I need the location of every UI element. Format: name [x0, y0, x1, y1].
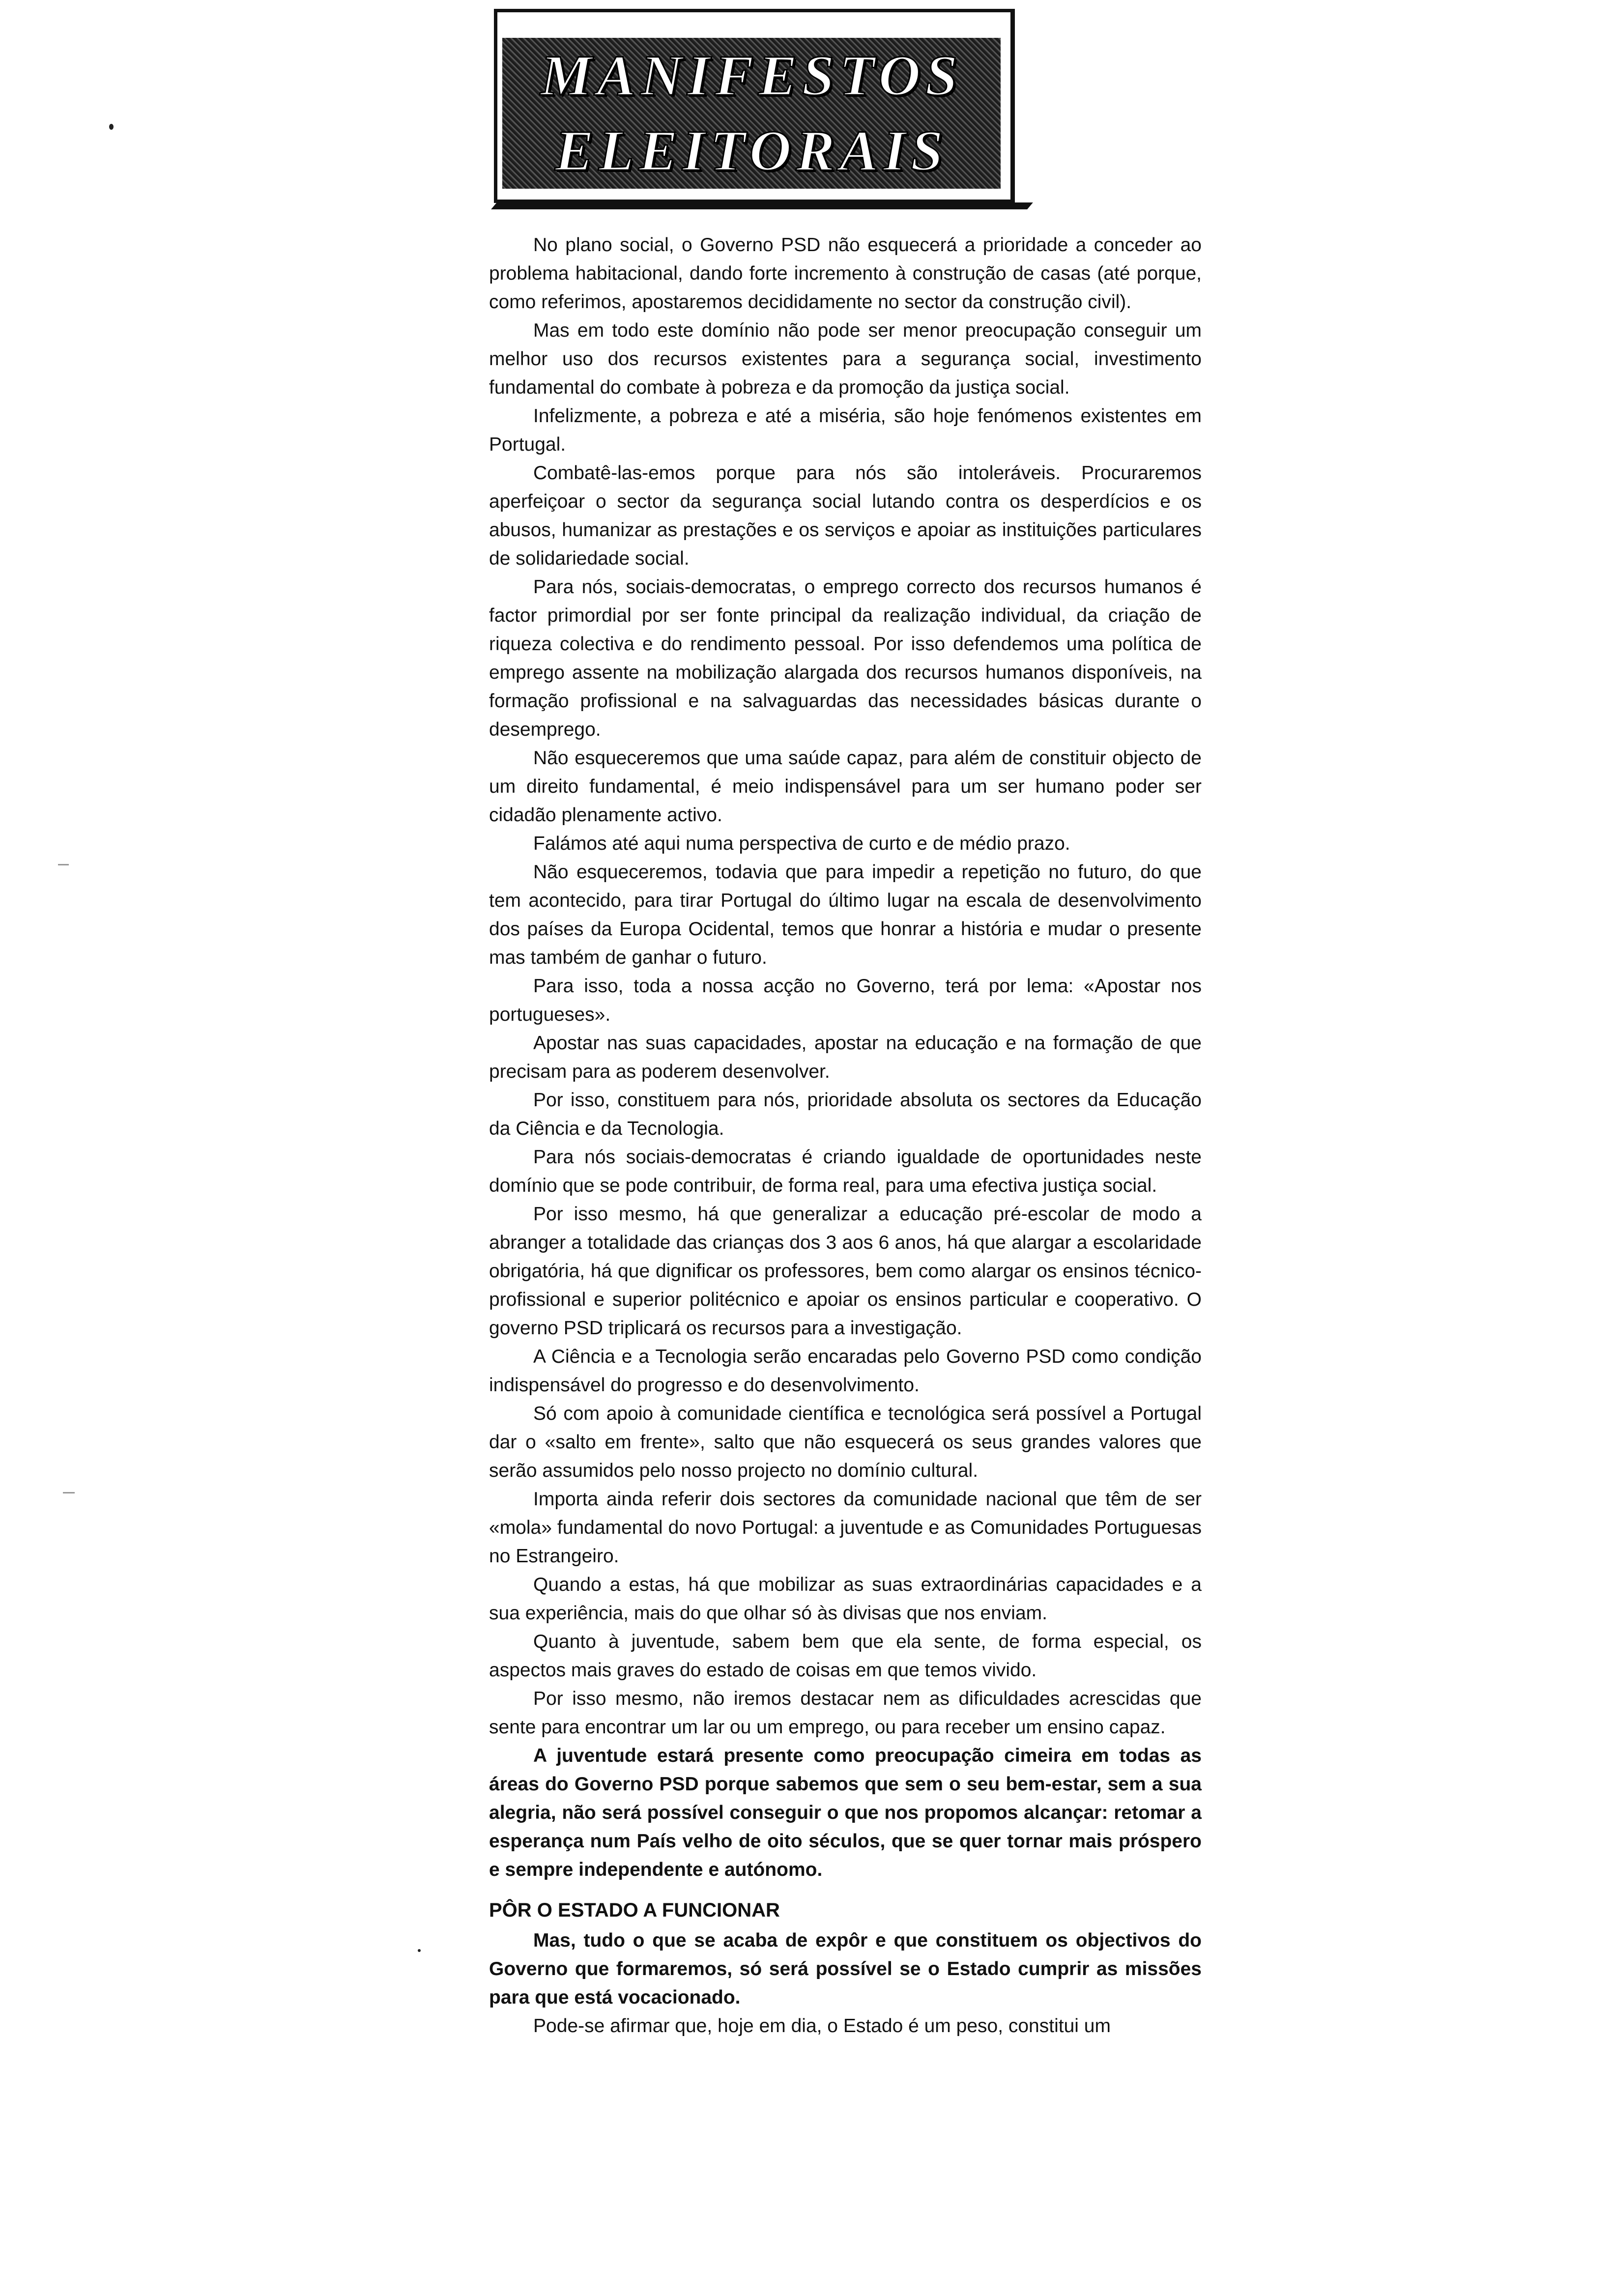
- header-logo: [502, 38, 1001, 189]
- paragraph: No plano social, o Governo PSD não esquecerá a prioridade a conceder ao problema habitacional, dando forte incremento à construção de casas (até porque, como referimos, apostaremos decididamente no sector da construção civil).: [489, 234, 1202, 313]
- paragraph: Para isso, toda a nossa acção no Governo, terá por lema: «Apostar nos portugueses».: [489, 976, 1202, 1025]
- section-heading: PÔR O ESTADO A FUNCIONAR: [489, 1899, 780, 1921]
- paragraph: Por isso mesmo, não iremos destacar nem as dificuldades acrescidas que sente para encontrar um lar ou um emprego, ou para receber um ensino capaz.: [489, 1688, 1202, 1738]
- paragraph: Para nós, sociais-democratas, o emprego correcto dos recursos humanos é factor primordial por ser fonte principal da realização individual, da criação de riqueza colectiva e do rendimento pessoal. Por isso defendemos uma política de emprego assente na mobilização alargada dos recursos humanos disponíveis, na formação profissional e na salvaguardas das necessidades básicas durante o desemprego.: [489, 576, 1202, 740]
- paragraph: A Ciência e a Tecnologia serão encaradas pelo Governo PSD como condição indispensável do progresso e do desenvolvimento.: [489, 1346, 1202, 1396]
- paragraph: Combatê-las-emos porque para nós são intoleráveis. Procuraremos aperfeiçoar o sector da segurança social lutando contra os desperdícios e os abusos, humanizar as prestações e os serviços e apoiar as instituições particulares de solidariedade social.: [489, 462, 1202, 569]
- article-body: [489, 231, 1202, 2040]
- paragraph: Não esqueceremos, todavia que para impedir a repetição no futuro, do que tem acontecido, para tirar Portugal do último lugar na escala de desenvolvimento dos países da Europa Ocidental, temos que honrar a história e mudar o presente mas também de ganhar o futuro.: [489, 861, 1202, 968]
- paragraph: Mas em todo este domínio não pode ser menor preocupação conseguir um melhor uso dos recursos existentes para a segurança social, investimento fundamental do combate à pobreza e da promoção da justiça social.: [489, 320, 1202, 398]
- paragraph: Quanto à juventude, sabem bem que ela sente, de forma especial, os aspectos mais graves do estado de coisas em que temos vivido.: [489, 1631, 1202, 1681]
- paragraph: Quando a estas, há que mobilizar as suas extraordinárias capacidades e a sua experiência, mais do que olhar só às divisas que nos enviam.: [489, 1574, 1202, 1624]
- paragraph: Pode-se afirmar que, hoje em dia, o Estado é um peso, constitui um: [533, 2015, 1111, 2037]
- scan-speck: [63, 1492, 75, 1493]
- paragraph: Por isso mesmo, há que generalizar a educação pré-escolar de modo a abranger a totalidade das crianças dos 3 aos 6 anos, há que alargar a escolaridade obrigatória, há que dignificar os professores, bem como alargar os ensinos técnico-profissional e superior politécnico e apoiar os ensinos particular e cooperativo. O governo PSD triplicará os recursos para a investigação.: [489, 1204, 1202, 1339]
- paragraph: Por isso, constituem para nós, prioridade absoluta os sectores da Educação da Ciência e da Tecnologia.: [489, 1090, 1202, 1139]
- header-title-line-1: MANIFESTOS: [540, 43, 963, 108]
- scan-speck: [58, 864, 69, 865]
- paragraph: Mas, tudo o que se acaba de expôr e que constituem os objectivos do Governo que formaremos, só será possível se o Estado cumprir as missões para que está vocacionado.: [489, 1930, 1202, 2008]
- paragraph: Falámos até aqui numa perspectiva de curto e de médio prazo.: [533, 833, 1070, 854]
- paragraph: Não esqueceremos que uma saúde capaz, para além de constituir objecto de um direito fundamental, é meio indispensável para um ser humano poder ser cidadão plenamente activo.: [489, 747, 1202, 826]
- paragraph: Apostar nas suas capacidades, apostar na educação e na formação de que precisam para as poderem desenvolver.: [489, 1033, 1202, 1082]
- paragraph: Infelizmente, a pobreza e até a miséria, são hoje fenómenos existentes em Portugal.: [489, 405, 1202, 455]
- paragraph: A juventude estará presente como preocupação cimeira em todas as áreas do Governo PSD porque sabemos que sem o seu bem-estar, sem a sua alegria, não será possível conseguir o que nos propomos alcançar: retomar a esperança num País velho de oito séculos, que se quer tornar mais próspero e sempre independente e autónomo.: [489, 1745, 1202, 1880]
- header-title-line-2: ELEITORAIS: [555, 118, 948, 183]
- scan-speck: [109, 124, 114, 130]
- paragraph: Só com apoio à comunidade científica e tecnológica será possível a Portugal dar o «salto em frente», salto que não esquecerá os seus grandes valores que serão assumidos pelo nosso projecto no domínio cultural.: [489, 1403, 1202, 1481]
- paragraph: Importa ainda referir dois sectores da comunidade nacional que têm de ser «mola» fundamental do novo Portugal: a juventude e as Comunidades Portuguesas no Estrangeiro.: [489, 1489, 1202, 1567]
- scan-speck: [418, 1949, 421, 1952]
- paragraph: Para nós sociais-democratas é criando igualdade de oportunidades neste domínio que se pode contribuir, de forma real, para uma efectiva justiça social.: [489, 1147, 1202, 1196]
- header-logo-box: [494, 9, 1015, 203]
